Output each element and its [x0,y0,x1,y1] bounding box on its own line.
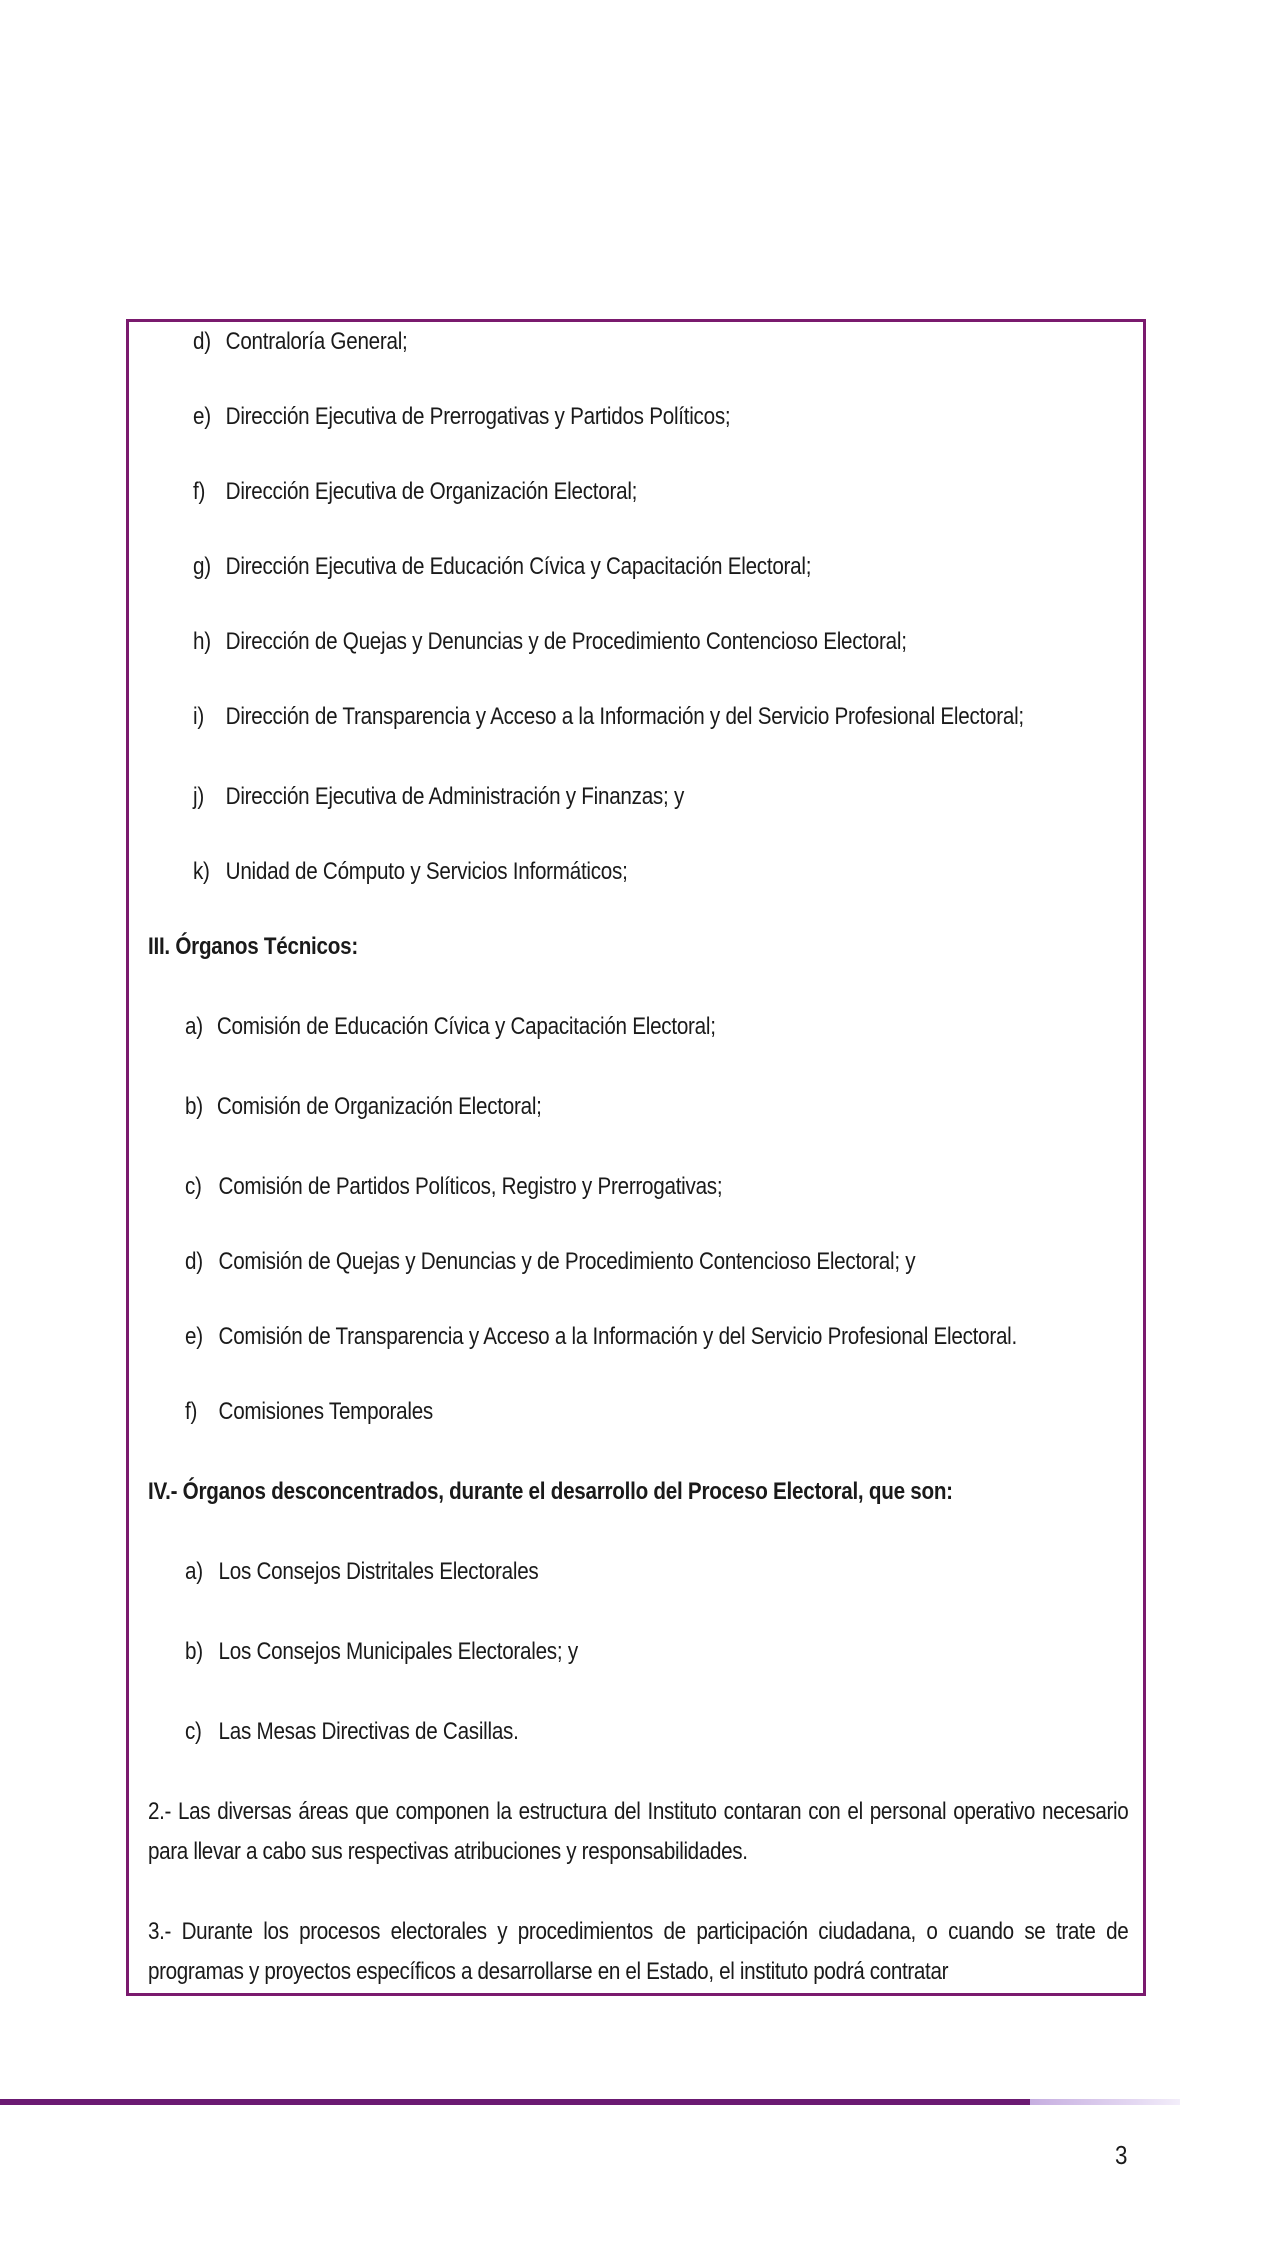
list-item [193,857,628,887]
list-marker: a) [185,1558,203,1585]
list-item [193,552,811,582]
footer-rule-light [1030,2099,1180,2105]
list-marker: d) [193,328,211,355]
page-number: 3 [1115,2140,1128,2170]
list-marker: j) [193,783,204,810]
list-item-text: Las Mesas Directivas de Casillas. [218,1718,519,1745]
list-item [193,402,730,432]
list-item-text: Dirección Ejecutiva de Educación Cívica y Capacitación Electoral; [225,553,812,580]
list-item [193,627,907,657]
list-marker: e) [185,1323,203,1350]
list-item-text: Unidad de Cómputo y Servicios Informáticos; [225,858,628,885]
list-marker: i) [193,703,204,730]
list-item [185,1397,433,1427]
list-marker: a) [185,1013,203,1040]
list-item [185,1557,538,1587]
list-item-text: Comisión de Partidos Políticos, Registro y Prerrogativas; [218,1173,723,1200]
list-item [193,702,1024,732]
list-marker: g) [193,553,211,580]
list-item [185,1092,542,1122]
list-marker: c) [185,1718,202,1745]
list-item-text: Dirección Ejecutiva de Organización Electoral; [225,478,638,505]
list-item-text: Comisiones Temporales [218,1398,434,1425]
list-item [193,477,637,507]
list-item-text: Los Consejos Distritales Electorales [218,1558,539,1585]
list-marker: c) [185,1173,202,1200]
list-item [185,1322,1017,1352]
list-marker: b) [185,1093,203,1120]
list-item [185,1637,578,1667]
list-item-text: Dirección Ejecutiva de Administración y Finanzas; y [225,783,685,810]
footer-rule-dark [0,2099,1030,2105]
list-item [193,327,408,357]
list-marker: d) [185,1248,203,1275]
paragraph-2-text: 2.- Las diversas áreas que componen la estructura del Instituto contaran con el personal operativo necesario para llevar a cabo sus respectivas atribuciones y responsabilidades. [148,1798,1129,1865]
list-marker: k) [193,858,210,885]
list-item [185,1012,716,1042]
list-marker: h) [193,628,211,655]
paragraph-2 [148,1792,1130,1872]
list-item-text: Dirección Ejecutiva de Prerrogativas y Partidos Políticos; [225,403,731,430]
list-item-text: Dirección de Transparencia y Acceso a la Información y del Servicio Profesional Electoral; [225,703,1024,730]
list-item-text: Comisión de Organización Electoral; [216,1093,542,1120]
paragraph-3 [148,1912,1130,1992]
list-item-text: Comisión de Educación Cívica y Capacitación Electoral; [216,1013,716,1040]
list-item [185,1717,519,1747]
section-heading: IV.- Órganos desconcentrados, durante el desarrollo del Proceso Electoral, que son: [148,1478,953,1505]
list-marker: e) [193,403,211,430]
list-item-text: Dirección de Quejas y Denuncias y de Procedimiento Contencioso Electoral; [225,628,907,655]
list-item-text: Comisión de Transparencia y Acceso a la Información y del Servicio Profesional Electoral. [218,1323,1017,1350]
section-heading: III. Órganos Técnicos: [148,933,358,960]
list-item-text: Los Consejos Municipales Electorales; y [218,1638,578,1665]
list-item [185,1247,915,1277]
paragraph-3-text: 3.- Durante los procesos electorales y procedimientos de participación ciudadana, o cuando se trate de programas y proyectos específicos a desarrollarse en el Estado, el instituto podrá contratar [148,1918,1129,1985]
list-marker: f) [193,478,206,505]
list-item [185,1172,722,1202]
list-item [193,782,684,812]
list-marker: b) [185,1638,203,1665]
list-marker: f) [185,1398,198,1425]
list-item-text: Contraloría General; [225,328,408,355]
list-item-text: Comisión de Quejas y Denuncias y de Procedimiento Contencioso Electoral; y [218,1248,916,1275]
